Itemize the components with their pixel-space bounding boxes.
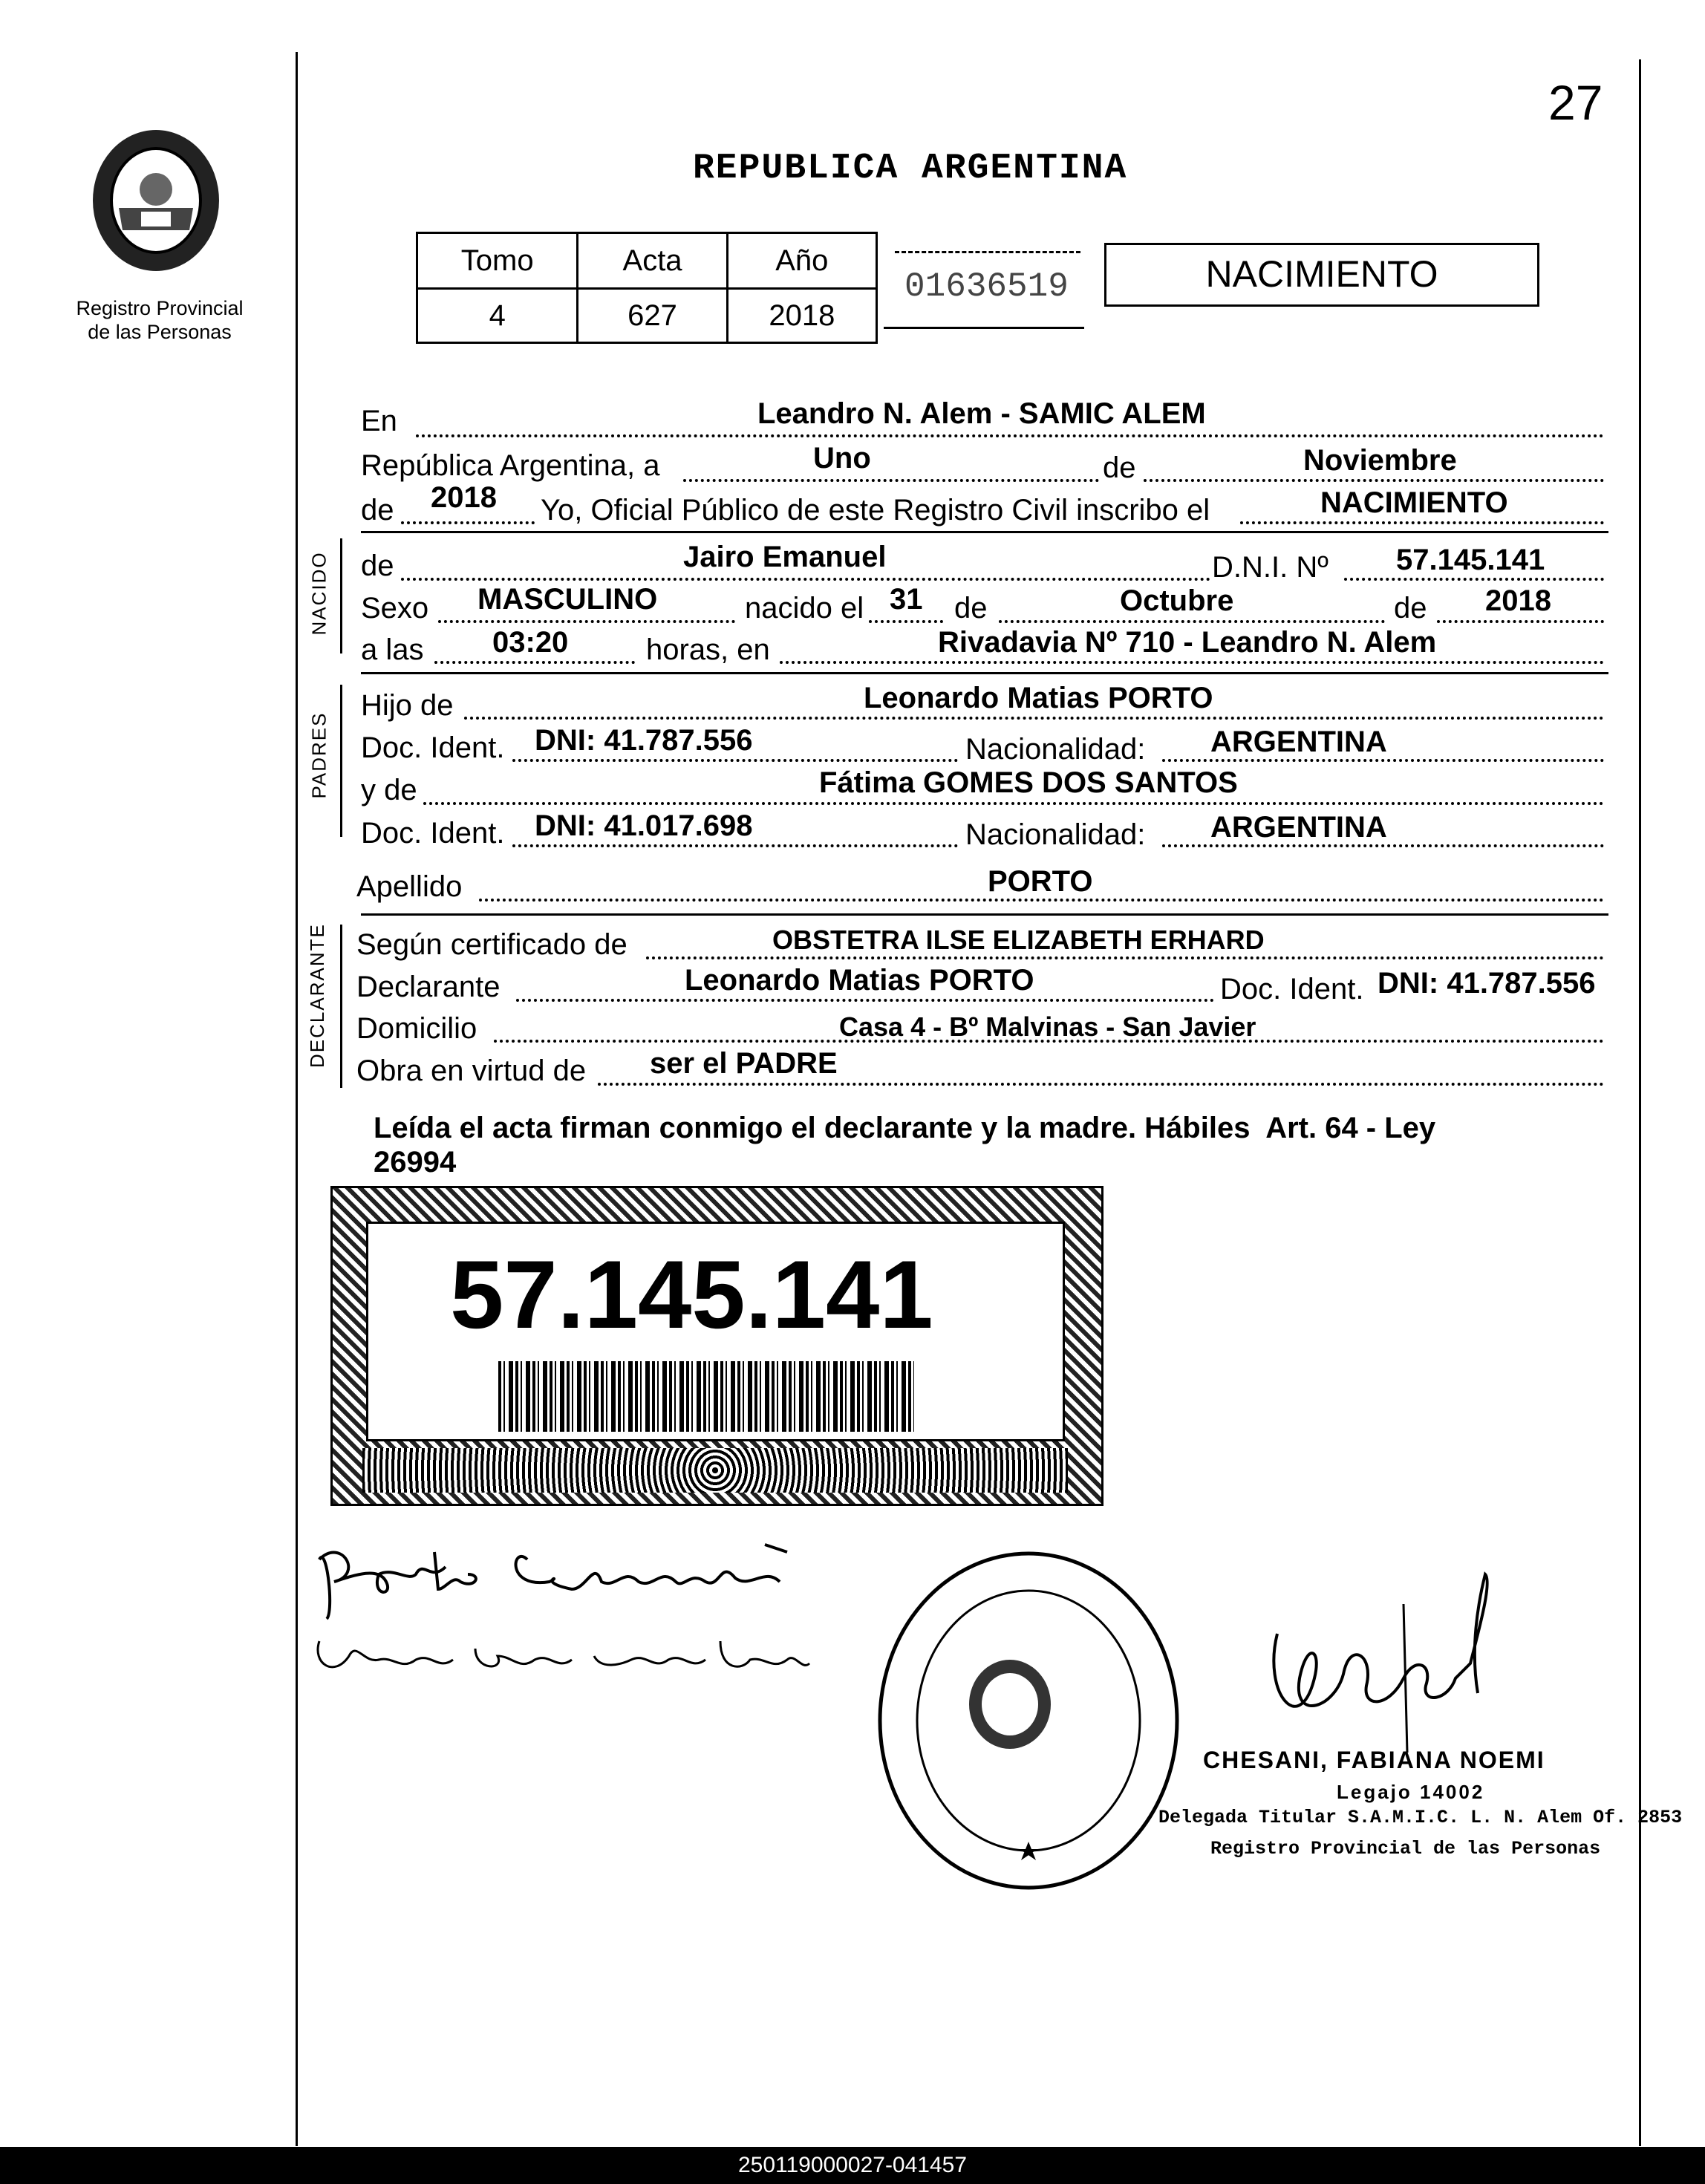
dni-sticker-number: 57.145.141 [450, 1240, 933, 1349]
month-dots [1144, 479, 1604, 482]
place-dots [780, 661, 1604, 664]
year-dots [401, 521, 535, 524]
en-label: En [361, 405, 397, 437]
serial-underline [884, 327, 1084, 329]
father-nac: ARGENTINA [1210, 726, 1387, 758]
cert-dots [646, 956, 1604, 959]
dni-dots [1344, 578, 1604, 581]
serial-number: 01636519 [904, 267, 1069, 306]
dni-barcode [498, 1361, 914, 1432]
place-value: Leandro N. Alem - SAMIC ALEM [757, 397, 1206, 430]
nacido-bracket [340, 538, 342, 653]
birth-year-dots [1437, 620, 1604, 623]
value-ano: 2018 [727, 289, 876, 343]
child-name: Jairo Emanuel [683, 541, 887, 573]
father-nac-label: Nacionalidad: [965, 733, 1146, 766]
act-value: NACIMIENTO [1320, 486, 1508, 519]
official-legajo: Legajo 14002 [1337, 1781, 1485, 1803]
mother-nac: ARGENTINA [1210, 811, 1387, 844]
yo-text: Yo, Oficial Público de este Registro Civil inscribo el [541, 494, 1210, 527]
declarante-doc-label: Doc. Ident. [1220, 973, 1364, 1005]
footer-code: 250119000027-041457 [0, 2147, 1705, 2184]
obra-value: ser el PADRE [650, 1047, 838, 1080]
registry-name-line2: de las Personas [88, 321, 232, 343]
dni-sticker-pattern-row [362, 1448, 1068, 1493]
divider-1 [361, 531, 1608, 533]
nacido-de-label-3: de [1394, 592, 1427, 625]
mother-nac-label: Nacionalidad: [965, 818, 1146, 851]
declarante-name-label: Declarante [356, 971, 501, 1003]
birth-month: Octubre [1120, 584, 1234, 617]
header-ano: Año [727, 233, 876, 289]
serial-dash [895, 251, 1080, 253]
value-acta: 627 [578, 289, 727, 343]
birth-day-dots [869, 620, 943, 623]
mother-doc-dots [512, 844, 958, 847]
left-border [296, 52, 298, 2146]
divider-3 [361, 913, 1608, 916]
signature-porto [304, 1530, 869, 1626]
birth-day: 31 [890, 583, 923, 616]
de-label-2: de [361, 494, 394, 527]
declarante-doc: DNI: 41.787.556 [1378, 967, 1596, 1000]
sexo-value: MASCULINO [477, 583, 658, 616]
mother-nac-dots [1162, 844, 1604, 847]
domicilio-label: Domicilio [356, 1012, 477, 1045]
day-value: Uno [813, 442, 871, 475]
y-de-label: y de [361, 774, 417, 806]
signature-gomes [304, 1619, 817, 1693]
official-seal [873, 1548, 1184, 1894]
act-type: NACIMIENTO [1205, 253, 1438, 295]
apellido-dots [479, 899, 1604, 902]
cert-label: Según certificado de [356, 928, 627, 961]
declarante-label: DECLARANTE [306, 923, 328, 1068]
time-dots [434, 661, 635, 664]
padres-bracket [340, 685, 342, 837]
header-acta: Acta [578, 233, 727, 289]
father-doc-dots [512, 759, 958, 762]
father-dots [464, 717, 1604, 720]
birth-time: 03:20 [492, 626, 569, 659]
act-dots [1240, 521, 1604, 524]
domicilio-value: Casa 4 - Bº Malvinas - San Javier [839, 1011, 1256, 1042]
padres-label: PADRES [307, 711, 330, 799]
republica-dots [683, 479, 1099, 482]
obra-dots [598, 1083, 1604, 1086]
cert-value: OBSTETRA ILSE ELIZABETH ERHARD [772, 925, 1265, 955]
father-nac-dots [1162, 759, 1604, 762]
child-dni: 57.145.141 [1396, 544, 1545, 576]
birth-place: Rivadavia Nº 710 - Leandro N. Alem [938, 626, 1437, 659]
official-name: CHESANI, FABIANA NOEMI [1203, 1747, 1545, 1773]
record-table [416, 232, 878, 344]
nacido-de-label: de [361, 550, 394, 582]
father-doc: DNI: 41.787.556 [535, 724, 753, 757]
dni-label: D.N.I. Nº [1212, 551, 1329, 584]
divider-2 [361, 672, 1608, 674]
de-label-1: de [1103, 452, 1136, 484]
mother-name: Fátima GOMES DOS SANTOS [819, 766, 1238, 799]
mother-doc: DNI: 41.017.698 [535, 809, 753, 842]
apellido-label: Apellido [356, 870, 463, 903]
birth-year: 2018 [1485, 584, 1551, 617]
year-value: 2018 [431, 481, 497, 514]
hijo-de-label: Hijo de [361, 689, 454, 722]
obra-label: Obra en virtud de [356, 1054, 587, 1087]
page-number: 27 [1548, 75, 1603, 130]
closing-text-line1: Leída el acta firman conmigo el declarante y la madre. Hábiles Art. 64 - Ley [374, 1112, 1436, 1144]
month-value: Noviembre [1303, 444, 1457, 477]
registry-logo [78, 119, 234, 282]
official-registry: Registro Provincial de las Personas [1210, 1838, 1601, 1859]
registry-name-line1: Registro Provincial [76, 297, 244, 319]
mother-doc-label: Doc. Ident. [361, 817, 505, 850]
dni-sticker [330, 1186, 1103, 1506]
country-title: REPUBLICA ARGENTINA [693, 149, 1128, 189]
right-border [1639, 59, 1641, 2146]
sexo-label: Sexo [361, 592, 429, 625]
republica-label: República Argentina, a [361, 449, 660, 482]
header-tomo: Tomo [417, 233, 578, 289]
apellido-value: PORTO [988, 865, 1093, 898]
a-las-label: a las [361, 633, 424, 666]
en-dots [416, 434, 1604, 437]
father-name: Leonardo Matias PORTO [864, 682, 1213, 714]
nacido-label: NACIDO [307, 551, 330, 636]
birth-month-dots [999, 620, 1385, 623]
declarante-bracket [340, 925, 342, 1088]
official-signature [1255, 1559, 1507, 1760]
sexo-dots [438, 620, 735, 623]
horas-label: horas, en [646, 633, 770, 666]
official-title: Delegada Titular S.A.M.I.C. L. N. Alem Of. 2853 [1158, 1807, 1683, 1828]
dni-sticker-inner [366, 1222, 1065, 1441]
declarante-dots [516, 999, 1214, 1002]
nacido-el-label: nacido el [745, 592, 864, 625]
name-dots [401, 578, 1210, 581]
closing-text-line2: 26994 [374, 1146, 457, 1179]
mother-dots [423, 802, 1604, 805]
father-doc-label: Doc. Ident. [361, 731, 505, 764]
nacido-de-label-2: de [954, 592, 988, 625]
declarante-name: Leonardo Matias PORTO [685, 964, 1034, 997]
value-tomo: 4 [417, 289, 578, 343]
